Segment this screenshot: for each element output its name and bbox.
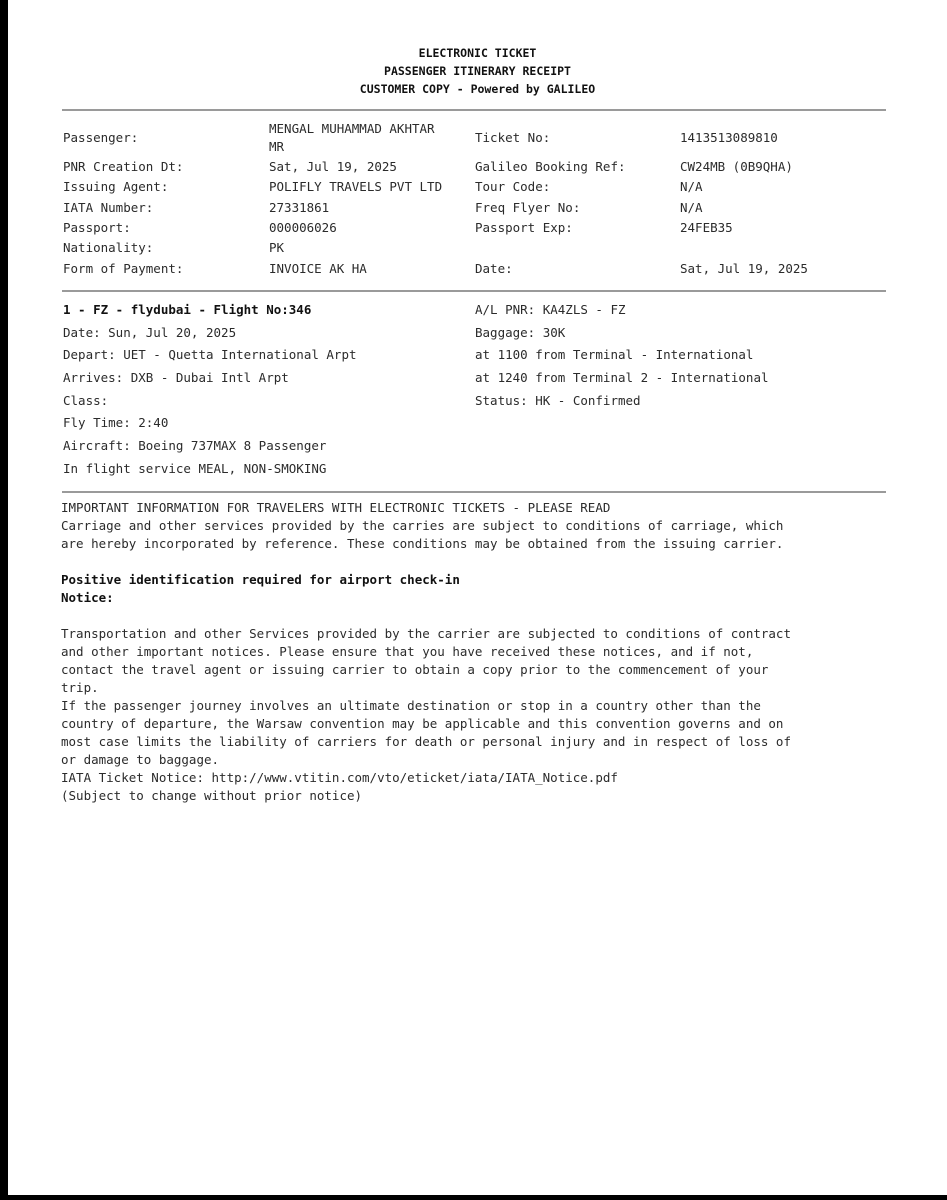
ticket-no-value: 1413513089810	[680, 130, 778, 145]
issuing-agent-value: POLIFLY TRAVELS PVT LTD	[269, 179, 443, 194]
flight-fly-time: Fly Time: 2:40	[63, 415, 169, 430]
booking-ref-value: CW24MB (0B9QHA)	[680, 159, 793, 174]
divider-bottom	[62, 491, 886, 493]
notice-heading: Notice:	[61, 590, 114, 605]
pnr-creation-label: PNR Creation Dt:	[63, 159, 184, 174]
issuing-agent-label: Issuing Agent:	[63, 179, 169, 194]
passport-label: Passport:	[63, 220, 131, 235]
freq-flyer-value: N/A	[680, 200, 703, 215]
payment-label: Form of Payment:	[63, 261, 184, 276]
carriage-paragraph: Carriage and other services provided by the carries are subject to conditions of carriage, which are hereby incorporated by reference. These conditions may be obtained from the issuing carrier.	[61, 518, 784, 551]
flight-class: Class:	[63, 393, 109, 408]
freq-flyer-label: Freq Flyer No:	[475, 200, 581, 215]
tour-code-value: N/A	[680, 179, 703, 194]
flight-depart: Depart: UET - Quetta International Arpt	[63, 347, 357, 362]
booking-ref-label: Galileo Booking Ref:	[475, 159, 626, 174]
header-subtitle: PASSENGER ITINERARY RECEIPT	[384, 64, 571, 78]
flight-arrives: Arrives: DXB - Dubai Intl Arpt	[63, 370, 289, 385]
header-title: ELECTRONIC TICKET	[418, 46, 537, 60]
ticket-no-label: Ticket No:	[475, 130, 551, 145]
arrive-time: at 1240 from Terminal 2 - International	[475, 370, 769, 385]
divider-top	[62, 109, 886, 111]
nationality-value: PK	[269, 240, 285, 255]
flight-date: Date: Sun, Jul 20, 2025	[63, 325, 237, 340]
info-heading: IMPORTANT INFORMATION FOR TRAVELERS WITH ELECTRONIC TICKETS - PLEASE READ	[61, 500, 611, 515]
id-required-heading: Positive identification required for airport check-in	[61, 572, 460, 587]
iata-number-value: 27331861	[269, 200, 330, 215]
iata-number-label: IATA Number:	[63, 200, 154, 215]
date-value: Sat, Jul 19, 2025	[680, 261, 808, 276]
payment-value: INVOICE AK HA	[269, 261, 367, 276]
pnr-creation-value: Sat, Jul 19, 2025	[269, 159, 397, 174]
date-label: Date:	[475, 261, 513, 276]
flight-aircraft: Aircraft: Boeing 737MAX 8 Passenger	[63, 438, 327, 453]
passport-exp-label: Passport Exp:	[475, 220, 573, 235]
airline-pnr: A/L PNR: KA4ZLS - FZ	[475, 302, 626, 317]
depart-time: at 1100 from Terminal - International	[475, 347, 754, 362]
tour-code-label: Tour Code:	[475, 179, 551, 194]
passport-value: 000006026	[269, 220, 337, 235]
passenger-title: MR	[269, 139, 285, 154]
header-copy-line: CUSTOMER COPY - Powered by GALILEO	[359, 82, 596, 96]
flight-service: In flight service MEAL, NON-SMOKING	[63, 461, 327, 476]
passenger-label: Passenger:	[63, 130, 139, 145]
baggage-allowance: Baggage: 30K	[475, 325, 566, 340]
nationality-label: Nationality:	[63, 240, 154, 255]
booking-status: Status: HK - Confirmed	[475, 393, 641, 408]
divider-middle	[62, 290, 886, 292]
notice-paragraph: Transportation and other Services provided by the carrier are subjected to conditions of contract and other important notices. Please ensure that you have received these notices, and if not, contact the travel agent or issuing carrier to obtain a copy prior to the commencement of your trip. If the passenger journey involves an ultimate destination or stop in a country other than the country of departure, the Warsaw convention may be applicable and this convention governs and on most case limits the liability of carriers for death or personal injury and in respect of loss of or damage to baggage. IATA Ticket Notice: http://www.vtitin.com/vto/eticket/iata/IATA_Notice.pdf (Subject to change without prior notice)	[61, 626, 791, 803]
passport-exp-value: 24FEB35	[680, 220, 733, 235]
ticket-page	[8, 0, 947, 1195]
flight-title: 1 - FZ - flydubai - Flight No:346	[63, 302, 312, 317]
passenger-name: MENGAL MUHAMMAD AKHTAR	[269, 121, 435, 136]
